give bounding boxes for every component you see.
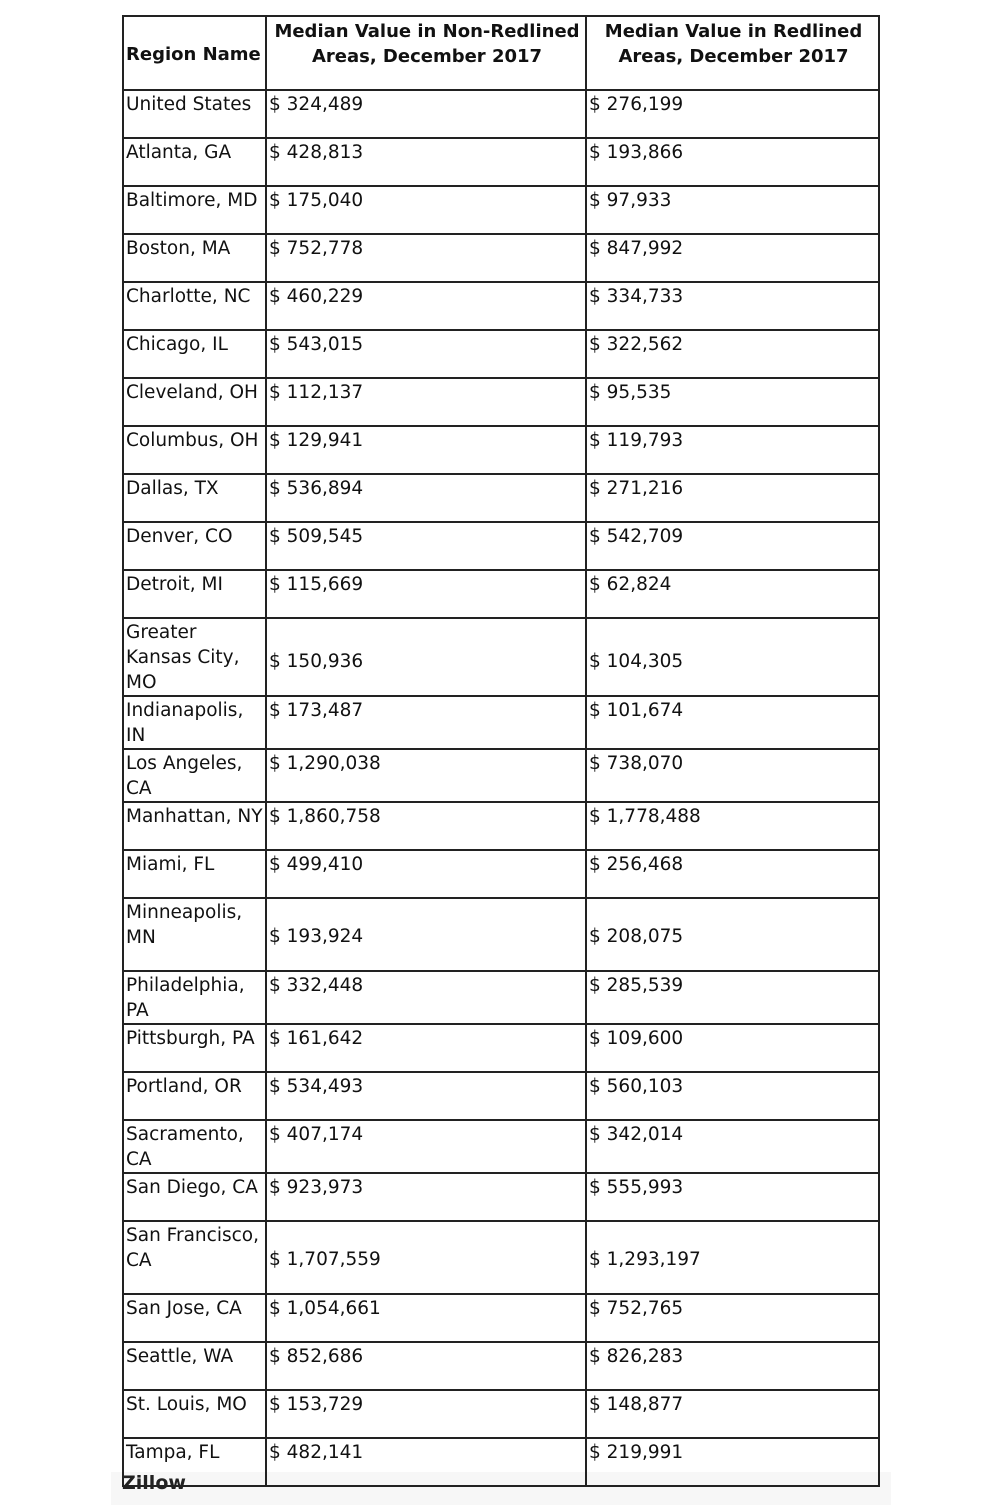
region-name-cell: San Diego, CA (123, 1173, 266, 1221)
non-redlined-value-cell: $ 509,545 (266, 522, 586, 570)
non-redlined-value-cell: $ 543,015 (266, 330, 586, 378)
table-row (123, 1294, 879, 1342)
table-row (123, 1438, 879, 1486)
table-row (123, 282, 879, 330)
region-name-cell: Detroit, MI (123, 570, 266, 618)
redlined-value-cell: $ 752,765 (586, 1294, 879, 1342)
redlined-value-cell: $ 342,014 (586, 1120, 879, 1173)
column-header-region: Region Name (123, 16, 266, 90)
redlined-value-cell: $ 560,103 (586, 1072, 879, 1120)
non-redlined-value-cell: $ 153,729 (266, 1390, 586, 1438)
non-redlined-value-cell: $ 534,493 (266, 1072, 586, 1120)
column-header-non-redlined: Median Value in Non-Redlined Areas, December 2017 (266, 16, 586, 90)
non-redlined-value-cell: $ 482,141 (266, 1438, 586, 1486)
region-name-cell: Baltimore, MD (123, 186, 266, 234)
table-row (123, 802, 879, 850)
region-name-cell: Miami, FL (123, 850, 266, 898)
region-name-cell: San Jose, CA (123, 1294, 266, 1342)
redlining-values-table (122, 15, 880, 1487)
redlined-value-cell: $ 256,468 (586, 850, 879, 898)
table-row (123, 570, 879, 618)
region-name-cell: Greater Kansas City, MO (123, 618, 266, 696)
region-name-cell: Seattle, WA (123, 1342, 266, 1390)
non-redlined-value-cell: $ 112,137 (266, 378, 586, 426)
non-redlined-value-cell: $ 129,941 (266, 426, 586, 474)
region-name-cell: Indianapolis, IN (123, 696, 266, 749)
non-redlined-value-cell: $ 428,813 (266, 138, 586, 186)
redlined-value-cell: $ 555,993 (586, 1173, 879, 1221)
table-row (123, 234, 879, 282)
non-redlined-value-cell: $ 193,924 (266, 898, 586, 971)
redlined-value-cell: $ 97,933 (586, 186, 879, 234)
non-redlined-value-cell: $ 536,894 (266, 474, 586, 522)
redlined-value-cell: $ 104,305 (586, 618, 879, 696)
region-name-cell: Los Angeles, CA (123, 749, 266, 802)
table-row (123, 850, 879, 898)
table-row (123, 1024, 879, 1072)
non-redlined-value-cell: $ 1,290,038 (266, 749, 586, 802)
non-redlined-value-cell: $ 752,778 (266, 234, 586, 282)
table-row (123, 522, 879, 570)
redlined-value-cell: $ 101,674 (586, 696, 879, 749)
region-name-cell: Minneapolis, MN (123, 898, 266, 971)
non-redlined-value-cell: $ 1,707,559 (266, 1221, 586, 1294)
table-body (123, 90, 879, 1486)
non-redlined-value-cell: $ 1,054,661 (266, 1294, 586, 1342)
region-name-cell: Boston, MA (123, 234, 266, 282)
redlined-value-cell: $ 193,866 (586, 138, 879, 186)
table-row (123, 330, 879, 378)
region-name-cell: Philadelphia, PA (123, 971, 266, 1024)
table-row (123, 971, 879, 1024)
redlined-value-cell: $ 271,216 (586, 474, 879, 522)
region-name-cell: Manhattan, NY (123, 802, 266, 850)
redlined-value-cell: $ 826,283 (586, 1342, 879, 1390)
region-name-cell: Charlotte, NC (123, 282, 266, 330)
redlined-value-cell: $ 62,824 (586, 570, 879, 618)
redlined-value-cell: $ 542,709 (586, 522, 879, 570)
non-redlined-value-cell: $ 175,040 (266, 186, 586, 234)
region-name-cell: Cleveland, OH (123, 378, 266, 426)
region-name-cell: Atlanta, GA (123, 138, 266, 186)
region-name-cell: Denver, CO (123, 522, 266, 570)
redlined-value-cell: $ 1,778,488 (586, 802, 879, 850)
redlined-value-cell: $ 322,562 (586, 330, 879, 378)
table-row (123, 426, 879, 474)
table-row (123, 474, 879, 522)
non-redlined-value-cell: $ 332,448 (266, 971, 586, 1024)
table-row (123, 749, 879, 802)
non-redlined-value-cell: $ 115,669 (266, 570, 586, 618)
redlined-value-cell: $ 334,733 (586, 282, 879, 330)
region-name-cell: United States (123, 90, 266, 138)
region-name-cell: St. Louis, MO (123, 1390, 266, 1438)
non-redlined-value-cell: $ 460,229 (266, 282, 586, 330)
non-redlined-value-cell: $ 852,686 (266, 1342, 586, 1390)
redlined-value-cell: $ 148,877 (586, 1390, 879, 1438)
table-row (123, 90, 879, 138)
redlined-value-cell: $ 219,991 (586, 1438, 879, 1486)
region-name-cell: San Francisco, CA (123, 1221, 266, 1294)
table-row (123, 1120, 879, 1173)
redlined-value-cell: $ 119,793 (586, 426, 879, 474)
table-row (123, 138, 879, 186)
redlined-value-cell: $ 208,075 (586, 898, 879, 971)
redlined-value-cell: $ 285,539 (586, 971, 879, 1024)
table-row (123, 696, 879, 749)
table-header-row (123, 16, 879, 90)
table-row (123, 1221, 879, 1294)
non-redlined-value-cell: $ 407,174 (266, 1120, 586, 1173)
non-redlined-value-cell: $ 173,487 (266, 696, 586, 749)
non-redlined-value-cell: $ 923,973 (266, 1173, 586, 1221)
non-redlined-value-cell: $ 1,860,758 (266, 802, 586, 850)
redlined-value-cell: $ 847,992 (586, 234, 879, 282)
region-name-cell: Chicago, IL (123, 330, 266, 378)
non-redlined-value-cell: $ 161,642 (266, 1024, 586, 1072)
table-row (123, 1072, 879, 1120)
non-redlined-value-cell: $ 150,936 (266, 618, 586, 696)
region-name-cell: Portland, OR (123, 1072, 266, 1120)
table-row (123, 186, 879, 234)
table-row (123, 898, 879, 971)
table-row (123, 1342, 879, 1390)
table-row (123, 1173, 879, 1221)
redlined-value-cell: $ 738,070 (586, 749, 879, 802)
table-row (123, 1390, 879, 1438)
table-row (123, 378, 879, 426)
region-name-cell: Pittsburgh, PA (123, 1024, 266, 1072)
region-name-cell: Sacramento, CA (123, 1120, 266, 1173)
redlined-value-cell: $ 109,600 (586, 1024, 879, 1072)
column-header-redlined: Median Value in Redlined Areas, December 2017 (586, 16, 879, 90)
non-redlined-value-cell: $ 324,489 (266, 90, 586, 138)
region-name-cell: Columbus, OH (123, 426, 266, 474)
non-redlined-value-cell: $ 499,410 (266, 850, 586, 898)
redlined-value-cell: $ 1,293,197 (586, 1221, 879, 1294)
region-name-cell: Dallas, TX (123, 474, 266, 522)
redlined-value-cell: $ 276,199 (586, 90, 879, 138)
redlined-value-cell: $ 95,535 (586, 378, 879, 426)
region-name-cell: Tampa, FL (123, 1438, 266, 1486)
table-row (123, 618, 879, 696)
source-credit: Zillow (122, 1472, 186, 1494)
